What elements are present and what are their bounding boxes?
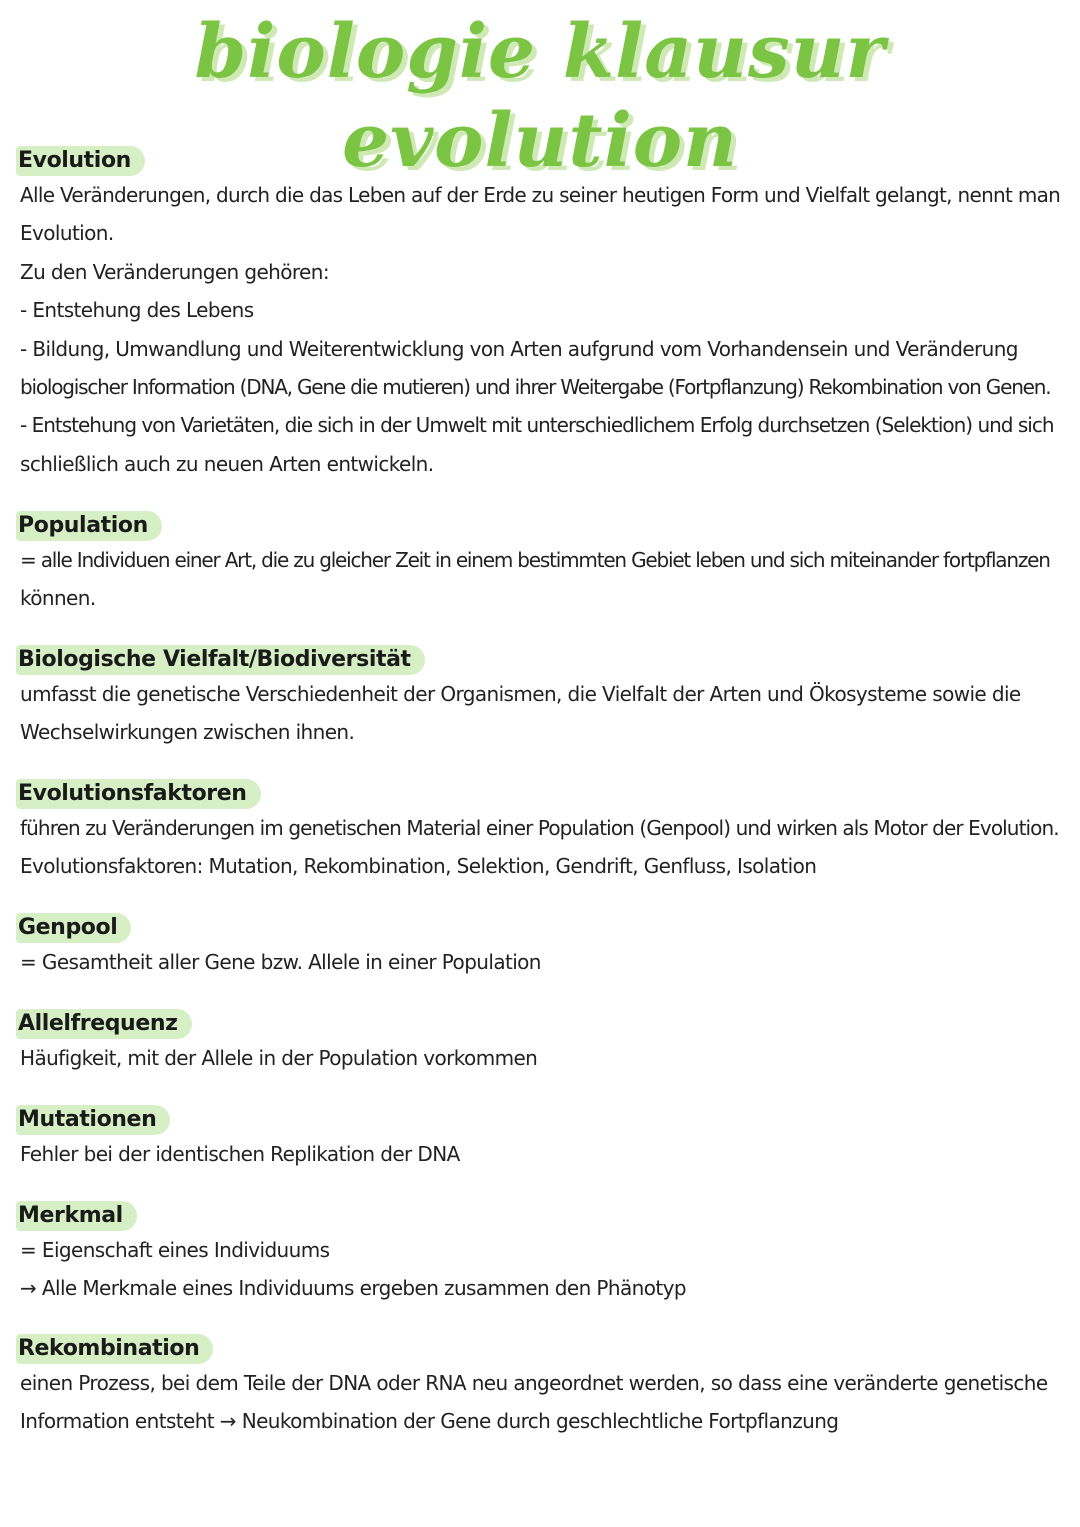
body-line: = Eigenschaft eines Individuums	[20, 1238, 330, 1262]
body-line: Wechselwirkungen zwischen ihnen.	[20, 720, 355, 745]
section-evolution	[20, 146, 1060, 483]
section-mutationen	[20, 1105, 1060, 1173]
body-line: - Entstehung von Varietäten, die sich in der Umwelt mit unterschiedlichem Erfolg durchsetzen (Selektion) und sich	[20, 413, 1054, 438]
body-line: umfasst die genetische Verschiedenheit der Organismen, die Vielfalt der Arten und Ökosysteme sowie die	[20, 682, 1021, 706]
body-line: - Bildung, Umwandlung und Weiterentwicklung von Arten aufgrund vom Vorhandensein und Veränderung	[20, 336, 1018, 361]
body-line: Zu den Veränderungen gehören:	[20, 259, 329, 284]
body-line: schließlich auch zu neuen Arten entwickeln.	[20, 451, 434, 476]
section-heading: Rekombination	[16, 1334, 213, 1364]
section-heading: Merkmal	[16, 1201, 137, 1231]
section-rekombination	[20, 1334, 1060, 1441]
body-line: Alle Veränderungen, durch die das Leben auf der Erde zu seiner heutigen Form und Vielfalt gelangt, nennt man	[20, 183, 1061, 207]
body-line: Information entsteht → Neukombination der Gene durch geschlechtliche Fortpflanzung	[20, 1409, 839, 1434]
section-merkmal	[20, 1201, 1060, 1308]
section-heading: Evolutionsfaktoren	[16, 779, 261, 809]
section-heading: Mutationen	[16, 1105, 170, 1135]
body-line: einen Prozess, bei dem Teile der DNA oder RNA neu angeordnet werden, so dass eine veränderte genetische	[20, 1371, 1048, 1395]
page-title: biologie klausur evolution	[194, 9, 886, 184]
section-heading: Population	[16, 511, 162, 541]
body-line: = Gesamtheit aller Gene bzw. Allele in einer Population	[20, 950, 541, 974]
body-line: biologischer Information (DNA, Gene die mutieren) und ihrer Weitergabe (Fortpflanzung) Rekombination von Genen.	[20, 374, 1051, 399]
section-population	[20, 511, 1060, 618]
section-heading: Biologische Vielfalt/Biodiversität	[16, 645, 425, 675]
body-line: = alle Individuen einer Art, die zu gleicher Zeit in einem bestimmten Gebiet leben und sich miteinander fortpflanzen	[20, 548, 1050, 572]
section-allelfrequenz	[20, 1009, 1060, 1077]
section-biodiversity	[20, 645, 1060, 752]
body-line: Fehler bei der identischen Replikation der DNA	[20, 1142, 460, 1166]
body-line: Evolutionsfaktoren: Mutation, Rekombination, Selektion, Gendrift, Genfluss, Isolation	[20, 854, 817, 879]
section-heading: Genpool	[16, 913, 131, 943]
body-line: Häufigkeit, mit der Allele in der Population vorkommen	[20, 1046, 538, 1070]
section-heading: Evolution	[16, 146, 145, 176]
section-heading: Allelfrequenz	[16, 1009, 192, 1039]
body-line: führen zu Veränderungen im genetischen Material einer Population (Genpool) und wirken als Motor der Evolution.	[20, 816, 1059, 840]
section-evolutionsfaktoren	[20, 779, 1060, 886]
section-genpool	[20, 913, 1060, 981]
body-line: können.	[20, 586, 96, 611]
body-line: - Entstehung des Lebens	[20, 298, 254, 323]
body-line: Evolution.	[20, 221, 114, 246]
body-line: → Alle Merkmale eines Individuums ergeben zusammen den Phänotyp	[20, 1276, 686, 1301]
